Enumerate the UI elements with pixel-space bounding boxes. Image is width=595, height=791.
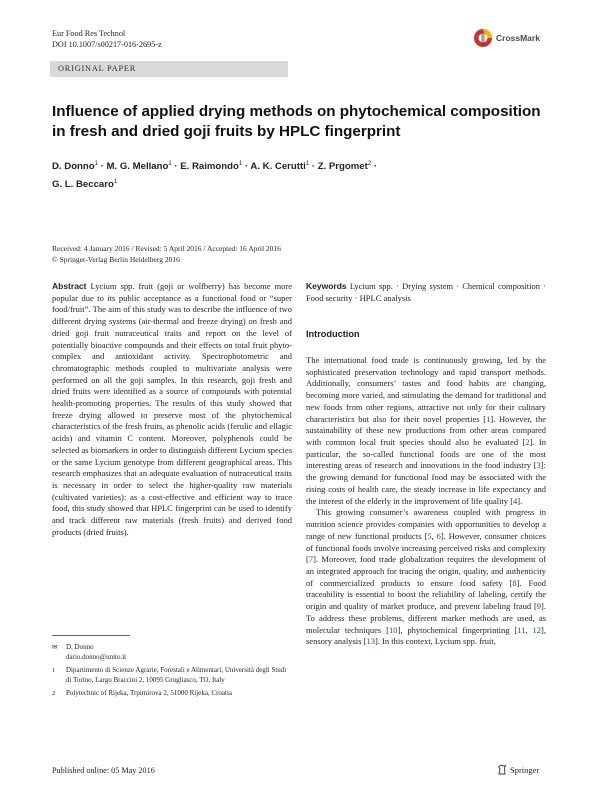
publisher-name: Springer <box>510 764 540 775</box>
citation-link[interactable]: 12 <box>532 624 542 635</box>
citation-link[interactable]: 13 <box>366 636 375 647</box>
paper-title: Influence of applied drying methods on phytochemical composition in fresh and dried goji fruits by HPLC fingerprint <box>52 103 541 140</box>
author-affiliation-mark: 1 <box>168 161 172 167</box>
corresponding-author <box>52 643 292 662</box>
author-affiliation-mark: 2 <box>367 161 372 167</box>
author-affiliation-mark: 1 <box>94 161 98 167</box>
crossmark-label: CrossMark <box>496 33 540 43</box>
keywords <box>306 281 546 304</box>
citation-link[interactable]: 2 <box>525 437 530 448</box>
introduction-paragraph: The international food trade is continuously growing, led by the sophisticated preservation technology and rapid transport methods. Additionally, consumers’ tastes and food habits are changing, becoming more varied, and stimulating the demand for traditional and new foods from other regions, attractive not only for their culinary characteristics but also for their novel properties [1]. However, the sustainability of these new productions from other areas compared with common local fruit species should also be evaluated [2]. In particular, the so-called functional foods are one of the most interesting areas of research and innovations in the food industry [3]: the growing demand for functional food may be associated with the rising costs of health care, the steady increase in life expectancy and the interest of the elderly in the improvement of life quality [4]. <box>306 355 546 506</box>
corresponding-email[interactable]: dario.donno@unito.it <box>66 652 127 661</box>
springer-horse-icon <box>497 764 507 775</box>
citation-link[interactable]: 3 <box>536 460 541 471</box>
envelope-icon: ✉ <box>52 644 58 651</box>
corresponding-name: D. Donno <box>66 643 94 651</box>
abstract-heading: Abstract <box>52 281 87 291</box>
affiliation-mark: 2 <box>52 690 56 698</box>
received-dates: Received: 4 January 2016 / Revised: 5 April 2016 / Accepted: 16 April 2016 <box>52 244 281 253</box>
citation-link[interactable]: 10 <box>389 624 398 635</box>
author-list: D. Donno$^1$ · M. G. Mellano$^1$ · E. Raimondo$^1$ · A. K. Cerutti$^1$ · Z. Prgomet$^2$ · G. L. Beccaro$^1$ <box>52 161 378 190</box>
author-affiliation-mark: 1 <box>305 161 310 167</box>
author-name: E. Raimondo <box>180 161 239 173</box>
author-name: D. Donno <box>52 161 95 173</box>
citation-link[interactable]: 7 <box>308 554 314 565</box>
affiliation-2 <box>52 689 292 699</box>
author-affiliation-mark: 1 <box>113 178 118 185</box>
author-name: G. L. Beccaro <box>52 178 114 190</box>
keywords-text: Lycium spp. · Drying system · Chemical composition · Food security · HPLC analysis <box>306 281 546 303</box>
crossmark-icon <box>473 28 493 48</box>
crossmark-badge[interactable] <box>473 27 549 49</box>
article-history <box>52 244 281 265</box>
journal-header <box>52 28 162 50</box>
author-name: A. K. Cerutti <box>250 161 306 173</box>
introduction-heading: Introduction <box>306 329 360 339</box>
author-name: M. G. Mellano <box>106 161 169 173</box>
affiliation-text: Polytechnic of Rijeka, Trpimirova 2, 51000 Rijeka, Croatia <box>66 689 233 698</box>
affiliation-text: Dipartimento di Scienze Agrarie, Forestali e Alimentari, Università degli Studi di Torino, Largo Braccini 2, 10095 Grugliasco, TO, Italy <box>66 666 287 684</box>
author-name: Z. Prgomet <box>317 161 368 173</box>
citation-link[interactable]: 9 <box>536 601 542 612</box>
citation-link[interactable]: 11 <box>517 624 526 635</box>
article-type-label: ORIGINAL PAPER <box>58 64 137 73</box>
journal-name: Eur Food Res Technol <box>52 29 126 38</box>
affiliation-mark: 1 <box>52 667 56 675</box>
citation-link[interactable]: 4 <box>513 495 518 506</box>
introduction-body <box>306 355 546 648</box>
article-type-banner <box>50 61 288 77</box>
doi[interactable]: DOI 10.1007/s00217-016-2695-z <box>52 40 162 49</box>
copyright: © Springer-Verlag Berlin Heidelberg 2016 <box>52 254 180 264</box>
publisher-logo <box>497 764 539 775</box>
citation-link[interactable]: 8 <box>512 577 517 588</box>
citation-link[interactable]: 5 <box>427 530 432 541</box>
footnotes <box>52 643 292 703</box>
introduction-paragraph: This growing consumer’s awareness coupled with progress in nutrition science provides companies with opportunities to develop a range of new functional products [5, 6]. However, consumer choices of functional foods involve increasing perceived risks and complexity [7]. Moreover, food trade globalization requires the development of an integrated approach for tracing the origin, quality, and authenticity of commercialized products to ensure food safety [8]. Food traceability is essential to boost the reliability of labeling, certify the origin and quality of market produce, and prevent labeling fraud [9]. To address these problems, different marker methods are used, as molecular techniques [10], phytochemical fingerprinting [11, 12], sensory analysis [13]. In this context, Lycium spp. fruit, <box>306 507 546 647</box>
keywords-heading: Keywords <box>306 281 347 291</box>
author-affiliation-mark: 1 <box>238 161 243 167</box>
abstract-text: Lycium spp. fruit (goji or wolfberry) has become more popular due to its public acceptance as a functional food or “super food/fruit”. The aim of this study was to describe the influence of two different drying systems (air-thermal and freeze drying) on fresh and dried goji fruit nutraceutical traits and report on the level of potentially bioactive compounds and their effects on total fruit phyto-complex and antioxidant activity. Spectrophotometric and chromatographic methods coupled to multivariate analysis were performed on all the goji samples. In this research, goji fresh and dried fruits were identified as a source of compounds with potential health-promoting properties. The results of this study showed that freeze drying allowed to preserve most of the phytochemical characteristics of the fresh fruits, as phenolic acids (ferulic and ellagic acids) and vitamin C content. Moreover, polyphenols could be selected as biomarkers in order to distinguish different Lycium species or the same Lycium genotype from different geographical areas. This research emphasizes that an adequate evaluation of nutraceutical traits is necessary in order to select the higher-quality raw materials (cultivated varieties): as a cost-effective and efficient way to trace food, this study showed that HPLC fingerprint can be used to identify and track different raw materials (fresh fruits) and derived food products (dried fruits). <box>52 281 292 537</box>
citation-link[interactable]: 6 <box>436 530 441 541</box>
published-online: Published online: 05 May 2016 <box>52 766 155 775</box>
citation-link[interactable]: 1 <box>486 413 491 424</box>
abstract <box>52 281 292 538</box>
affiliation-1 <box>52 666 292 685</box>
footnote-divider <box>52 635 130 636</box>
